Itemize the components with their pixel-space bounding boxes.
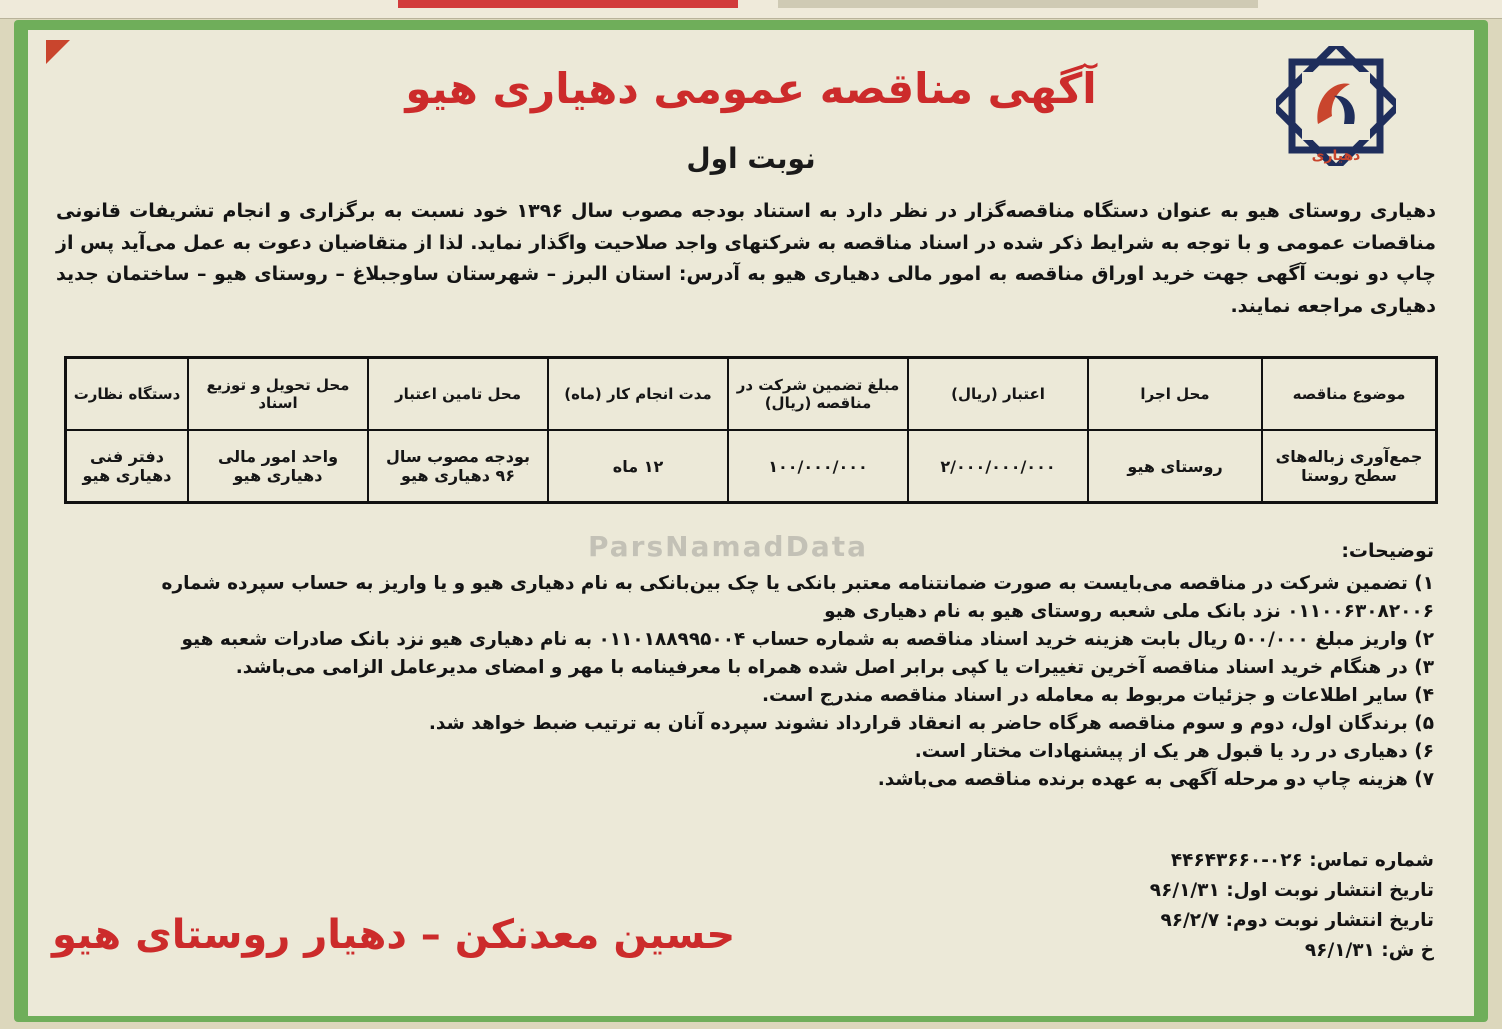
list-item: ۴) سایر اطلاعات و جزئیات مربوط به معامله در اسناد مناقصه مندرج است. — [762, 685, 1434, 706]
table-cell: بودجه مصوب سال ۹۶ دهیاری هیو — [368, 430, 548, 503]
table-cell: دفتر فنی دهیاری هیو — [66, 430, 189, 503]
table-header-cell: مبلغ تضمین شرکت در مناقصه (ریال) — [728, 358, 908, 431]
intro-paragraph: دهیاری روستای هیو به عنوان دستگاه مناقصه‌گزار در نظر دارد به استناد بودجه مصوب سال ۱۳۹۶ خود نسبت به برگزاری و انجام تشریفات قانونی مناقصات عمومی و با توجه به شرایط ذکر شده در اسناد مناقصه به شرکتهای واجد صلاحیت واگذار نماید. لذا از متقاضیان دعوت به عمل می‌آید پس از چاپ دو نوبت آگهی جهت خرید اوراق مناقصه به امور مالی دهیاری هیو به آدرس: استان البرز – شهرستان ساوجبلاغ – روستای هیو – ساختمان جدید دهیاری مراجعه نمایند. — [56, 200, 1436, 317]
first-publish-date: تاریخ انتشار نوبت اول: ۹۶/۱/۳۱ — [1149, 880, 1434, 901]
contact-block — [1150, 846, 1434, 966]
table-header-cell: دستگاه نظارت — [66, 358, 189, 431]
second-publish-date: تاریخ انتشار نوبت دوم: ۹۶/۲/۷ — [1160, 910, 1434, 931]
notes-title: توضیحات: — [1341, 540, 1434, 562]
table-header-cell: محل تحویل و توزیع اسناد — [188, 358, 368, 431]
table-cell: جمع‌آوری زباله‌های سطح روستا — [1262, 430, 1437, 503]
page-top-strip — [0, 0, 1502, 19]
contact-phone: شماره تماس: ۰۲۶-۴۴۶۴۳۶۶۰ — [1170, 850, 1434, 871]
list-item: ۵) برندگان اول، دوم و سوم مناقصه هرگاه حاضر به انعقاد قرارداد نشوند سپرده آنان به ترتیب ضبط خواهد شد. — [428, 713, 1434, 734]
top-gray-bar — [778, 0, 1258, 8]
watermark: ParsNamadData — [588, 530, 868, 563]
ad-subtitle: نوبت اول — [686, 142, 816, 175]
table-header-cell: مدت انجام کار (ماه) — [548, 358, 728, 431]
notes-list — [74, 570, 1434, 794]
list-item: ۶) دهیاری در رد یا قبول هر یک از پیشنهادات مختار است. — [914, 741, 1434, 762]
list-item: ۱) تضمین شرکت در مناقصه می‌بایست به صورت ضمانتنامه معتبر بانکی یا چک بین‌بانکی به نام دهیاری هیو و یا واریز به حساب سپرده شماره ۰۱۱۰۰۶۳۰۸۲۰۰۶ نزد بانک ملی شعبه روستای هیو به نام دهیاری هیو — [161, 573, 1434, 622]
list-item: ۷) هزینه چاپ دو مرحله آگهی به عهده برنده مناقصه می‌باشد. — [877, 769, 1434, 790]
table-cell: ۱۲ ماه — [548, 430, 728, 503]
table-header-row — [66, 358, 1437, 431]
list-item: ۳) در هنگام خرید اسناد مناقصه آخرین تغییرات یا کپی برابر اصل شده همراه با معرفینامه با مهر و امضای مدیرعامل الزامی می‌باشد. — [235, 657, 1434, 678]
signature: حسین معدنکن – دهیار روستای هیو — [52, 912, 736, 958]
table-header-cell: محل تامین اعتبار — [368, 358, 548, 431]
table-cell: ۲/۰۰۰/۰۰۰/۰۰۰ — [908, 430, 1088, 503]
logo-text: دهیاری — [1311, 148, 1361, 164]
table-cell: روستای هیو — [1088, 430, 1262, 503]
table-header-cell: محل اجرا — [1088, 358, 1262, 431]
table-cell: واحد امور مالی دهیاری هیو — [188, 430, 368, 503]
tender-table — [64, 356, 1438, 504]
ad-title: آگهی مناقصه عمومی دهیاری هیو — [405, 64, 1097, 113]
table-header-cell: موضوع مناقصه — [1262, 358, 1437, 431]
tender-advertisement — [28, 30, 1474, 1016]
list-item: ۲) واریز مبلغ ۵۰۰/۰۰۰ ریال بابت هزینه خرید اسناد مناقصه به شماره حساب ۰۱۱۰۱۸۸۹۹۵۰۰۴ به نام دهیاری هیو نزد بانک صادرات شعبه هیو — [181, 629, 1434, 650]
table-cell: ۱۰۰/۰۰۰/۰۰۰ — [728, 430, 908, 503]
corner-flag-icon — [46, 40, 70, 64]
table-row — [66, 430, 1437, 503]
reference-code: خ ش: ۹۶/۱/۳۱ — [1304, 940, 1434, 961]
top-red-bar — [398, 0, 738, 8]
table-header-cell: اعتبار (ریال) — [908, 358, 1088, 431]
